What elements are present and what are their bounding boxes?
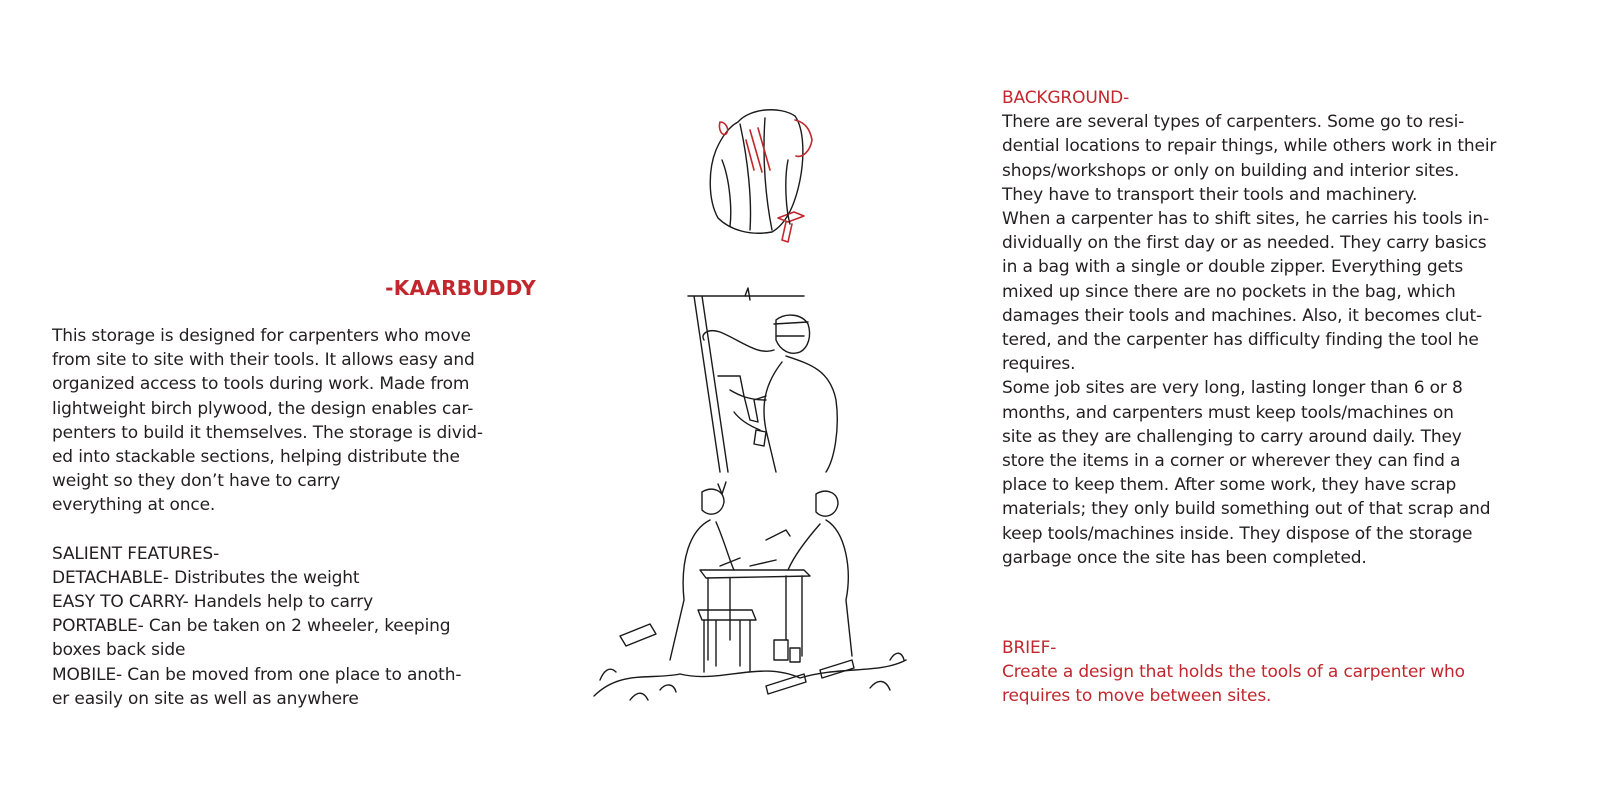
text-line: This storage is designed for carpenters who move bbox=[52, 326, 471, 346]
text-line: materials; they only build something out of that scrap and bbox=[1002, 499, 1491, 520]
spacer bbox=[52, 518, 536, 542]
text-line: When a carpenter has to shift sites, he carries his tools in- bbox=[1002, 209, 1489, 230]
text-line: damages their tools and machines. Also, it becomes clut- bbox=[1002, 305, 1483, 326]
brief-paragraph bbox=[1002, 636, 1548, 709]
text-line: shops/workshops or only on building and interior sites. bbox=[1002, 160, 1460, 181]
text-line: from site to site with their tools. It allows easy and bbox=[52, 350, 475, 371]
project-title: -KAARBUDDY bbox=[385, 276, 536, 300]
feature-line: er easily on site as well as anywhere bbox=[52, 688, 359, 709]
feature-line: PORTABLE- Can be taken on 2 wheeler, keeping bbox=[52, 616, 451, 637]
text-line: ed into stackable sections, helping distribute the bbox=[52, 447, 460, 468]
text-line: months, and carpenters must keep tools/machines on bbox=[1002, 402, 1454, 423]
text-line: lightweight birch plywood, the design enables car- bbox=[52, 398, 474, 419]
text-line: They have to transport their tools and machinery. bbox=[1002, 184, 1418, 205]
left-column bbox=[52, 276, 536, 711]
background-paragraph bbox=[1002, 86, 1548, 570]
background-section bbox=[1002, 86, 1548, 570]
text-line: Some job sites are very long, lasting longer than 6 or 8 bbox=[1002, 378, 1463, 399]
text-line: in a bag with a single or double zipper. Everything gets bbox=[1002, 257, 1464, 278]
feature-line: boxes back side bbox=[52, 640, 186, 661]
features-list bbox=[52, 542, 536, 711]
features-heading: SALIENT FEATURES- bbox=[52, 543, 220, 564]
text-line: dividually on the first day or as needed. They carry basics bbox=[1002, 233, 1487, 254]
intro-paragraph bbox=[52, 324, 536, 518]
text-line: requires. bbox=[1002, 354, 1076, 375]
text-line: There are several types of carpenters. Some go to resi- bbox=[1002, 112, 1465, 133]
feature-line: DETACHABLE- Distributes the weight bbox=[52, 567, 360, 588]
feature-line: EASY TO CARRY- Handels help to carry bbox=[52, 592, 373, 613]
text-line: mixed up since there are no pockets in the bag, which bbox=[1002, 281, 1456, 302]
sketch-svg bbox=[590, 100, 930, 720]
text-line: everything at once. bbox=[52, 495, 216, 516]
tool-bag-sketch bbox=[710, 110, 812, 242]
text-line: site as they are challenging to carry around daily. They bbox=[1002, 426, 1462, 447]
text-line: organized access to tools during work. Made from bbox=[52, 374, 470, 395]
brief-line: requires to move between sites. bbox=[1002, 686, 1272, 707]
brief-line: Create a design that holds the tools of a carpenter who bbox=[1002, 662, 1465, 683]
text-line: penters to build it themselves. The storage is divid- bbox=[52, 422, 483, 443]
text-line: store the items in a corner or wherever they can find a bbox=[1002, 451, 1461, 472]
text-line: place to keep them. After some work, they have scrap bbox=[1002, 475, 1457, 496]
carpenter-illustration bbox=[590, 100, 930, 720]
background-heading: BACKGROUND- bbox=[1002, 88, 1130, 108]
text-line: dential locations to repair things, while others work in their bbox=[1002, 136, 1497, 157]
feature-line: MOBILE- Can be moved from one place to anoth- bbox=[52, 664, 462, 685]
text-line: garbage once the site has been completed. bbox=[1002, 547, 1367, 568]
workbench-scene-sketch bbox=[594, 489, 906, 700]
brief-heading: BRIEF- bbox=[1002, 638, 1057, 658]
text-line: weight so they don’t have to carry bbox=[52, 471, 341, 492]
carpenter-drilling-sketch bbox=[688, 288, 837, 494]
brief-section bbox=[1002, 636, 1548, 709]
text-line: keep tools/machines inside. They dispose of the storage bbox=[1002, 523, 1473, 544]
text-line: tered, and the carpenter has difficulty finding the tool he bbox=[1002, 330, 1479, 351]
